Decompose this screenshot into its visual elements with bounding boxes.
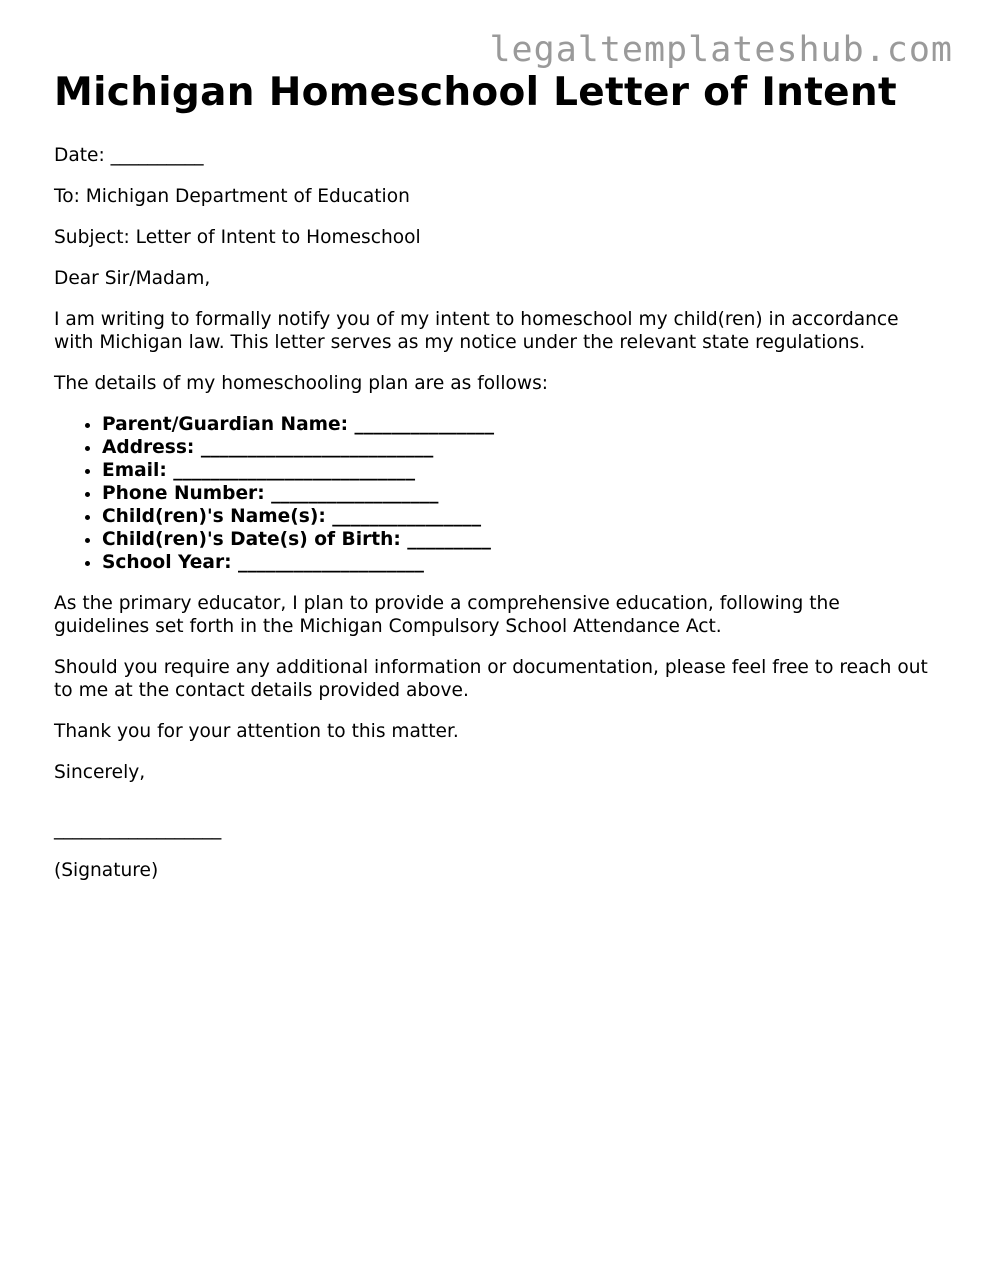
contact-paragraph: Should you require any additional information or documentation, please feel free to reach out to me at the contact details provided above. xyxy=(54,657,928,701)
thanks-line: Thank you for your attention to this matter. xyxy=(54,721,459,742)
detail-phone-number: • Phone Number: __________________ xyxy=(102,482,934,505)
educator-paragraph: As the primary educator, I plan to provide a comprehensive education, following the guidelines set forth in the Michigan Compulsory School Attendance Act. xyxy=(54,593,840,637)
signature-label: (Signature) xyxy=(54,860,159,881)
page-title: Michigan Homeschool Letter of Intent xyxy=(54,70,897,115)
details-list xyxy=(54,413,934,574)
letter-body xyxy=(54,68,934,900)
intro-paragraph: I am writing to formally notify you of my intent to homeschool my child(ren) in accordance with Michigan law. This letter serves as my notice under the relevant state regulations. xyxy=(54,309,899,353)
closing-line: Sincerely, xyxy=(54,762,146,783)
subject-line: Subject: Letter of Intent to Homeschool xyxy=(54,227,421,248)
details-intro: The details of my homeschooling plan are as follows: xyxy=(54,373,549,394)
detail-children-dob: • Child(ren)'s Date(s) of Birth: _________ xyxy=(102,528,934,551)
recipient-line: To: Michigan Department of Education xyxy=(54,186,410,207)
detail-address: • Address: _________________________ xyxy=(102,436,934,459)
detail-email: • Email: __________________________ xyxy=(102,459,934,482)
detail-parent-guardian-name: • Parent/Guardian Name: _______________ xyxy=(102,413,934,436)
signature-line: __________________ xyxy=(54,819,222,840)
date-line: Date: __________ xyxy=(54,145,204,166)
watermark-text: legaltemplateshub.com xyxy=(489,30,953,70)
detail-children-names: • Child(ren)'s Name(s): ________________ xyxy=(102,505,934,528)
salutation: Dear Sir/Madam, xyxy=(54,268,211,289)
detail-school-year: • School Year: ____________________ xyxy=(102,551,934,574)
